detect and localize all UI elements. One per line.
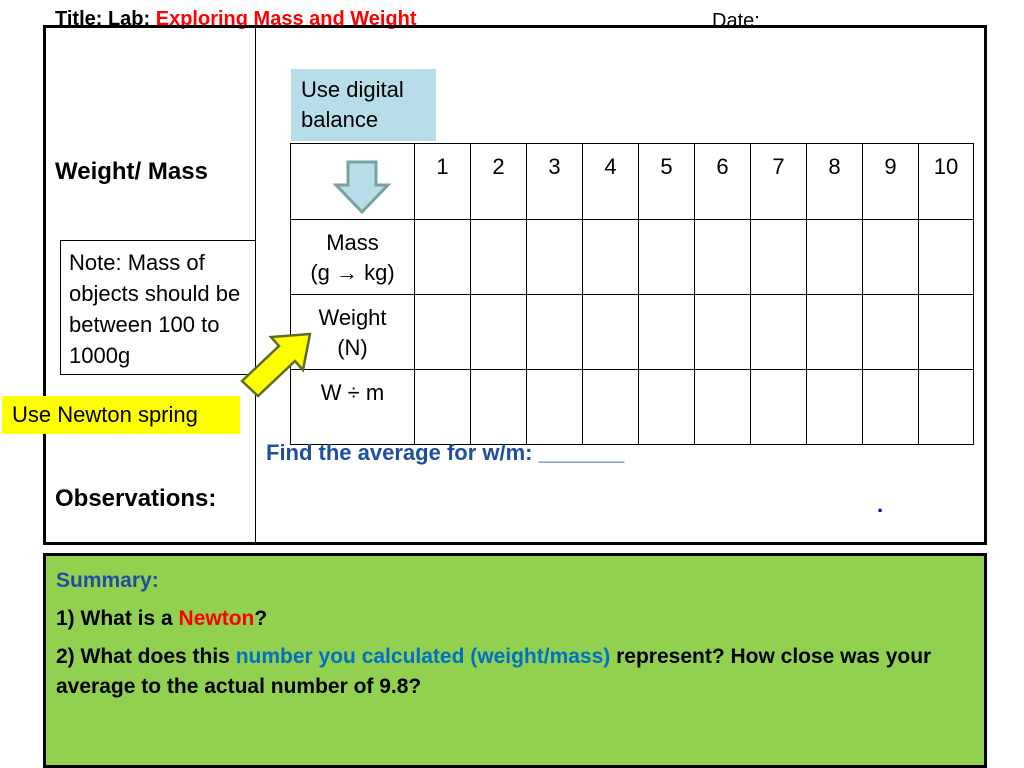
title-highlight: Exploring Mass and Weight <box>155 8 417 30</box>
entry-cell[interactable] <box>919 295 974 370</box>
entry-cell[interactable] <box>751 220 807 295</box>
entry-cell[interactable] <box>639 295 695 370</box>
stray-dot: . <box>877 492 884 517</box>
entry-cell[interactable] <box>471 370 527 445</box>
column-header: 5 <box>639 144 695 220</box>
entry-cell[interactable] <box>415 370 471 445</box>
column-header: 1 <box>415 144 471 220</box>
entry-cell[interactable] <box>583 220 639 295</box>
entry-cell[interactable] <box>639 220 695 295</box>
entry-cell[interactable] <box>863 295 919 370</box>
entry-cell[interactable] <box>527 370 583 445</box>
title-prefix: Title: Lab: <box>55 8 156 30</box>
column-header: 8 <box>807 144 863 220</box>
table-row-mass <box>291 220 974 295</box>
entry-cell[interactable] <box>919 370 974 445</box>
table-row-weight <box>291 295 974 370</box>
entry-cell[interactable] <box>695 370 751 445</box>
entry-cell[interactable] <box>807 295 863 370</box>
data-table <box>290 143 974 445</box>
entry-cell[interactable] <box>639 370 695 445</box>
newton-highlight: Newton <box>178 607 255 630</box>
entry-cell[interactable] <box>863 220 919 295</box>
table-header-row <box>291 144 974 220</box>
entry-cell[interactable] <box>583 295 639 370</box>
entry-cell[interactable] <box>695 295 751 370</box>
average-prompt: Find the average for w/m: _______ <box>266 440 625 465</box>
summary-question-2: 2) What does this number you calculated (weight/mass) represent? How close was your average to the actual number of 9.8? <box>56 645 932 698</box>
calculated-number-highlight: number you calculated (weight/mass) <box>235 645 611 668</box>
note-box: Note: Mass of objects should be between 100 to 1000g <box>60 240 256 375</box>
entry-cell[interactable] <box>751 295 807 370</box>
column-header: 3 <box>527 144 583 220</box>
entry-cell[interactable] <box>807 370 863 445</box>
table-row-ratio <box>291 370 974 445</box>
observations-label: Observations: <box>55 485 217 512</box>
entry-cell[interactable] <box>415 295 471 370</box>
entry-cell[interactable] <box>807 220 863 295</box>
column-header: 6 <box>695 144 751 220</box>
entry-cell[interactable] <box>583 370 639 445</box>
entry-cell[interactable] <box>471 295 527 370</box>
weight-mass-label: Weight/ Mass <box>55 158 208 185</box>
summary-heading: Summary: <box>56 569 159 592</box>
entry-cell[interactable] <box>527 295 583 370</box>
column-header: 10 <box>919 144 974 220</box>
entry-cell[interactable] <box>919 220 974 295</box>
newton-spring-callout: Use Newton spring <box>2 396 240 434</box>
row-label-mass: Mass (g → kg) <box>291 220 415 295</box>
entry-cell[interactable] <box>415 220 471 295</box>
summary-question-1: 1) What is a Newton? <box>56 607 268 630</box>
entry-cell[interactable] <box>751 370 807 445</box>
row-label-weight: Weight (N) <box>291 295 415 370</box>
entry-cell[interactable] <box>695 220 751 295</box>
column-header: 4 <box>583 144 639 220</box>
column-header: 2 <box>471 144 527 220</box>
entry-cell[interactable] <box>863 370 919 445</box>
column-header: 9 <box>863 144 919 220</box>
row-label-ratio: W ÷ m <box>291 370 415 445</box>
entry-cell[interactable] <box>527 220 583 295</box>
entry-cell[interactable] <box>471 220 527 295</box>
date-label: Date: <box>712 10 760 32</box>
digital-balance-callout: Use digital balance <box>291 69 436 141</box>
column-header: 7 <box>751 144 807 220</box>
table-corner-cell <box>291 144 415 220</box>
summary-box <box>43 553 987 768</box>
